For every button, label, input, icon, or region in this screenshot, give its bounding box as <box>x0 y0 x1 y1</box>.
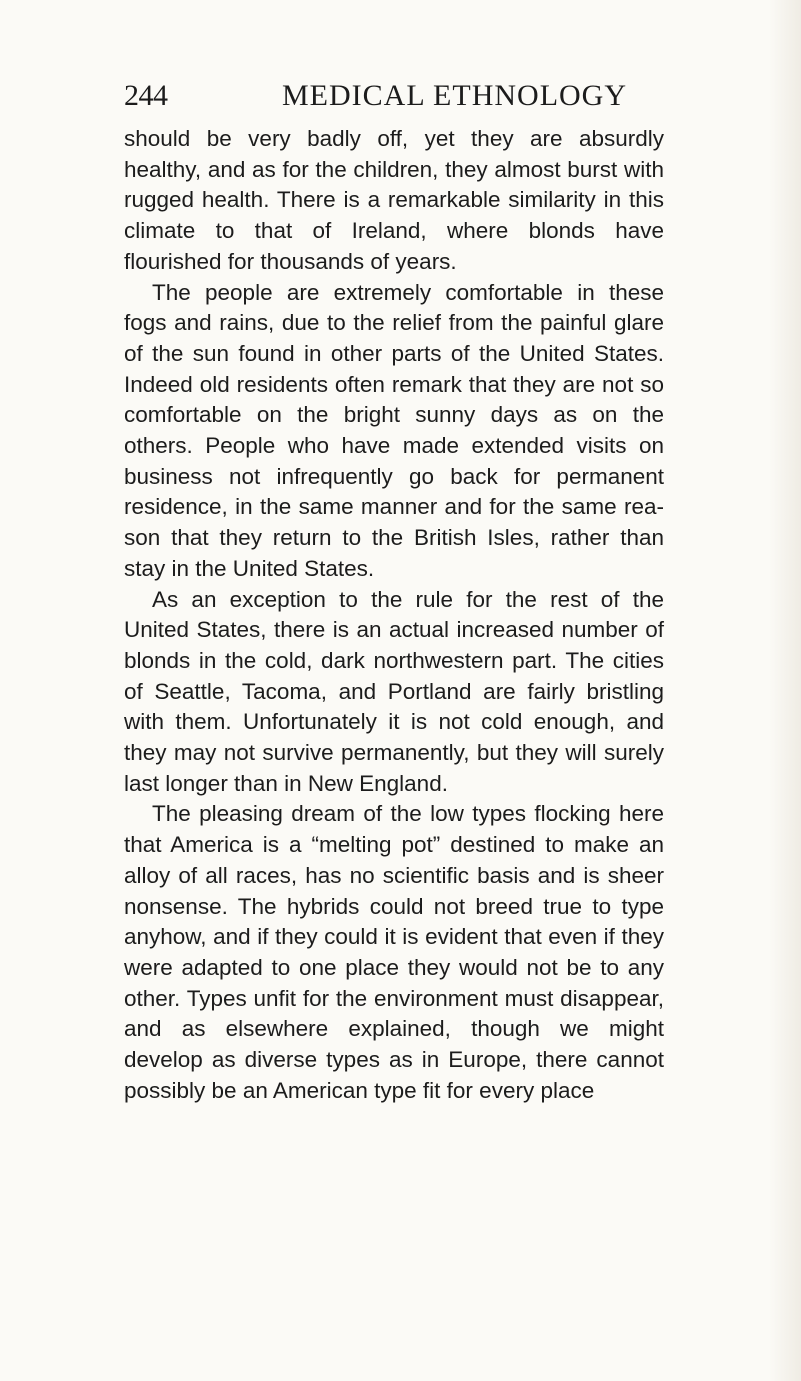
paragraph-2: The people are extremely comfortable in these fogs and rains, due to the relief from the painful glare of the sun found in other parts of the United States. Indeed old residents often remark that they are not so comfortable on the bright sunny days as on the others. People who have made extended visits on business not infrequently go back for permanent residence, in the same manner and for the same reason that they return to the British Isles, rather than stay in the United States. <box>124 279 664 581</box>
page-number: 244 <box>124 79 168 112</box>
running-head: MEDICAL ETHNOLOGY <box>282 79 628 112</box>
paragraph-4: The pleasing dream of the low types flocking here that America is a “melting pot” destined to make an alloy of all races, has no scientific basis and is sheer nonsense. The hybrids could not breed true to type anyhow, and if they could it is evident that even if they were adapted to one place they would not be to any other. Types unfit for the environment must disappear, and as elsewhere explained, though we might develop as diverse types as in Europe, there cannot possibly be an American type fit for every place <box>124 801 664 1103</box>
paragraph-1: should be very badly off, yet they are absurdly healthy, and as for the children, they almost burst with rugged health. There is a remarkable similarity in this climate to that of Ireland, where blonds have flourished for thousands of years. <box>124 126 664 274</box>
paragraph-3: As an exception to the rule for the rest of the United States, there is an actual increased number of blonds in the cold, dark northwestern part. The cities of Seattle, Tacoma, and Portland are fairly bristling with them. Unfortunately it is not cold enough, and they may not survive permanently, but they will surely last longer than in New England. <box>124 586 664 796</box>
page-header <box>124 76 664 116</box>
body-text <box>124 124 664 1107</box>
